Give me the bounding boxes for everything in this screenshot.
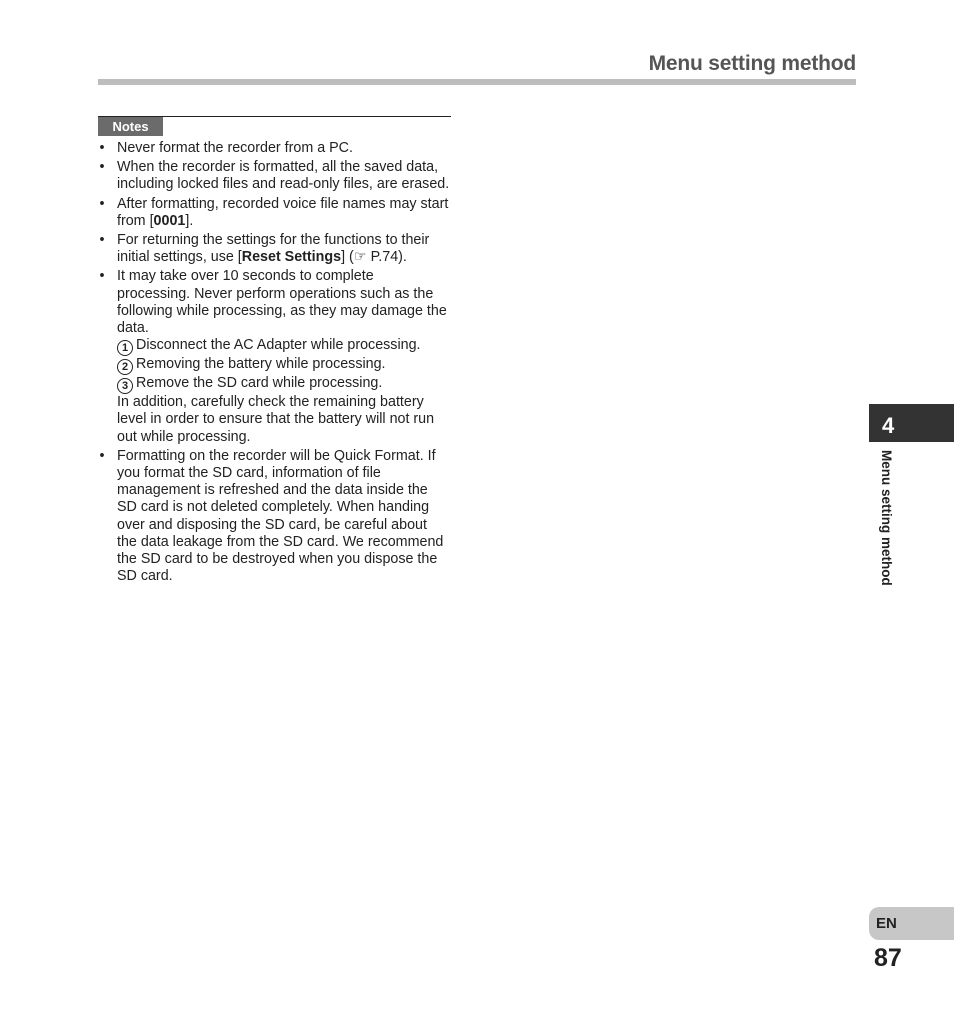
note-text: Never format the recorder from a PC. xyxy=(117,140,353,156)
bullet-icon: • xyxy=(99,447,105,464)
notes-label: Notes xyxy=(98,117,163,136)
note-text: It may take over 10 seconds to complete processing. Never perform operations such as the following while processing, as they may damage the data. xyxy=(117,268,447,337)
sub-item-2 xyxy=(117,356,450,375)
bullet-icon: • xyxy=(99,268,105,285)
bullet-icon: • xyxy=(99,195,105,212)
page-header-title: Menu setting method xyxy=(648,52,856,75)
sub-item-text: Remove the SD card while processing. xyxy=(136,375,383,392)
note-item xyxy=(98,268,450,445)
bullet-icon: • xyxy=(99,140,105,156)
file-number-0001: 0001 xyxy=(153,212,186,229)
chapter-side-label: Menu setting method xyxy=(879,450,894,586)
note-item xyxy=(98,232,450,266)
note-followup-text: In addition, carefully check the remaining battery level in order to ensure that the battery will not run out while processing. xyxy=(117,394,435,445)
note-text-pre: After formatting, recorded voice file names may start from [ xyxy=(117,195,449,229)
page-number: 87 xyxy=(874,944,902,972)
circled-number: 3 xyxy=(117,378,133,394)
chapter-tab: 4 xyxy=(869,404,954,442)
circled-number: 2 xyxy=(117,359,133,375)
bullet-icon: • xyxy=(99,232,105,249)
note-text-post: ]. xyxy=(185,212,194,229)
language-tab: EN xyxy=(869,907,954,940)
note-text: When the recorder is formatted, all the saved data, including locked files and read-only files, are erased. xyxy=(117,159,450,193)
sub-item-3 xyxy=(117,375,450,394)
note-text: Formatting on the recorder will be Quick Format. If you format the SD card, information of file management is refreshed and the data inside the SD card is not deleted completely. When handing over and disposing the SD card, be careful about the data leakage from the SD card. We recommend the SD card to be destroyed when you dispose the SD card. xyxy=(117,447,444,585)
circled-number: 1 xyxy=(117,340,133,356)
note-item xyxy=(98,196,450,230)
note-item xyxy=(98,448,450,586)
note-text-post: ] (☞ P.74). xyxy=(341,249,407,266)
sub-item-text: Disconnect the AC Adapter while processing. xyxy=(136,337,421,354)
sub-item-text: Removing the battery while processing. xyxy=(136,356,386,373)
bullet-icon: • xyxy=(99,159,105,176)
sub-item-1 xyxy=(117,337,450,356)
notes-list xyxy=(98,140,450,587)
note-item xyxy=(98,159,450,193)
note-item xyxy=(98,140,450,157)
header-rule xyxy=(98,79,856,85)
reset-settings-term: Reset Settings xyxy=(241,249,342,266)
note-text-pre: For returning the settings for the functions to their initial settings, use [ xyxy=(117,232,430,266)
